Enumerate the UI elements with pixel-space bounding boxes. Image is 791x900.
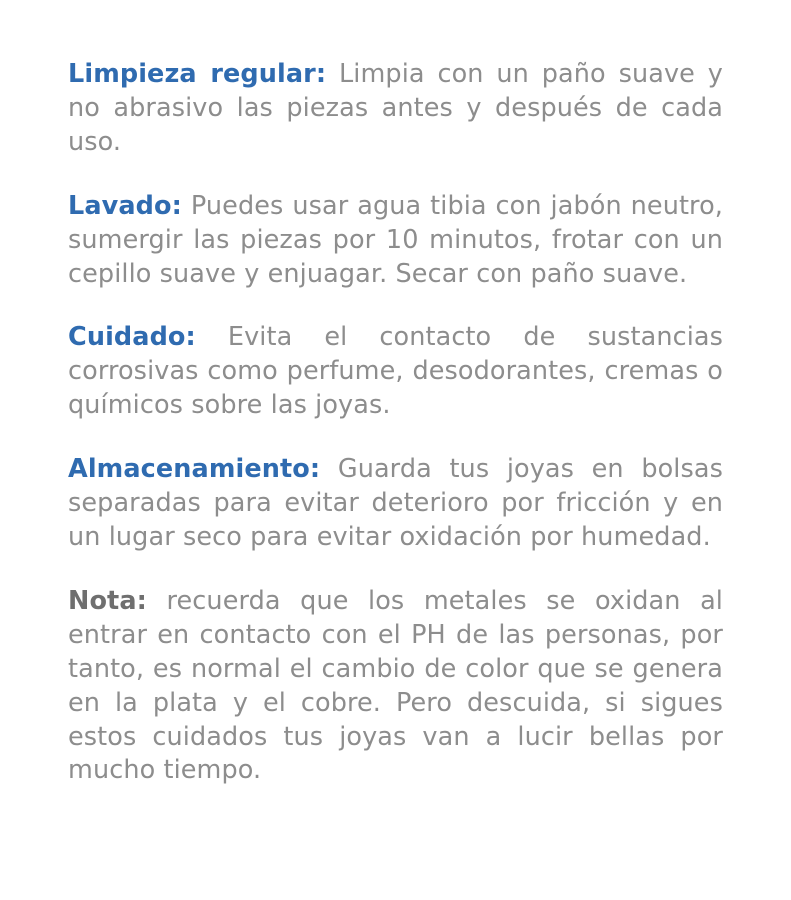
care-block-nota — [68, 585, 723, 788]
care-text-cuidado: Evita el contacto de sustancias corrosivas como perfume, desodorantes, cremas o químicos sobre las joyas. — [68, 322, 723, 421]
care-block-almacenamiento — [68, 453, 723, 555]
care-text-limpieza-regular: Limpia con un paño suave y no abrasivo las piezas antes y después de cada uso. — [68, 59, 723, 157]
care-term-cuidado: Cuidado: — [68, 322, 196, 353]
care-block-limpieza-regular — [68, 58, 723, 160]
care-term-limpieza-regular: Limpieza regular: — [68, 59, 327, 89]
care-term-lavado: Lavado: — [68, 190, 182, 221]
care-block-lavado — [68, 190, 723, 292]
care-block-cuidado — [68, 321, 723, 423]
care-term-almacenamiento: Almacenamiento: — [68, 454, 321, 485]
care-text-nota: recuerda que los metales se oxidan al entrar en contacto con el PH de las personas, por tanto, es normal el cambio de color que se genera en la plata y el cobre. Pero descuida, si sigues estos cuidados tus joyas van a lucir bellas por mucho tiempo. — [68, 585, 723, 786]
care-text-lavado: Puedes usar agua tibia con jabón neutro, sumergir las piezas por 10 minutos, frotar con un cepillo suave y enjuagar. Secar con paño suave. — [68, 190, 723, 289]
care-term-nota: Nota: — [68, 585, 147, 616]
care-text-almacenamiento: Guarda tus joyas en bolsas separadas para evitar deterioro por fricción y en un lugar seco para evitar oxidación por humedad. — [68, 454, 723, 552]
